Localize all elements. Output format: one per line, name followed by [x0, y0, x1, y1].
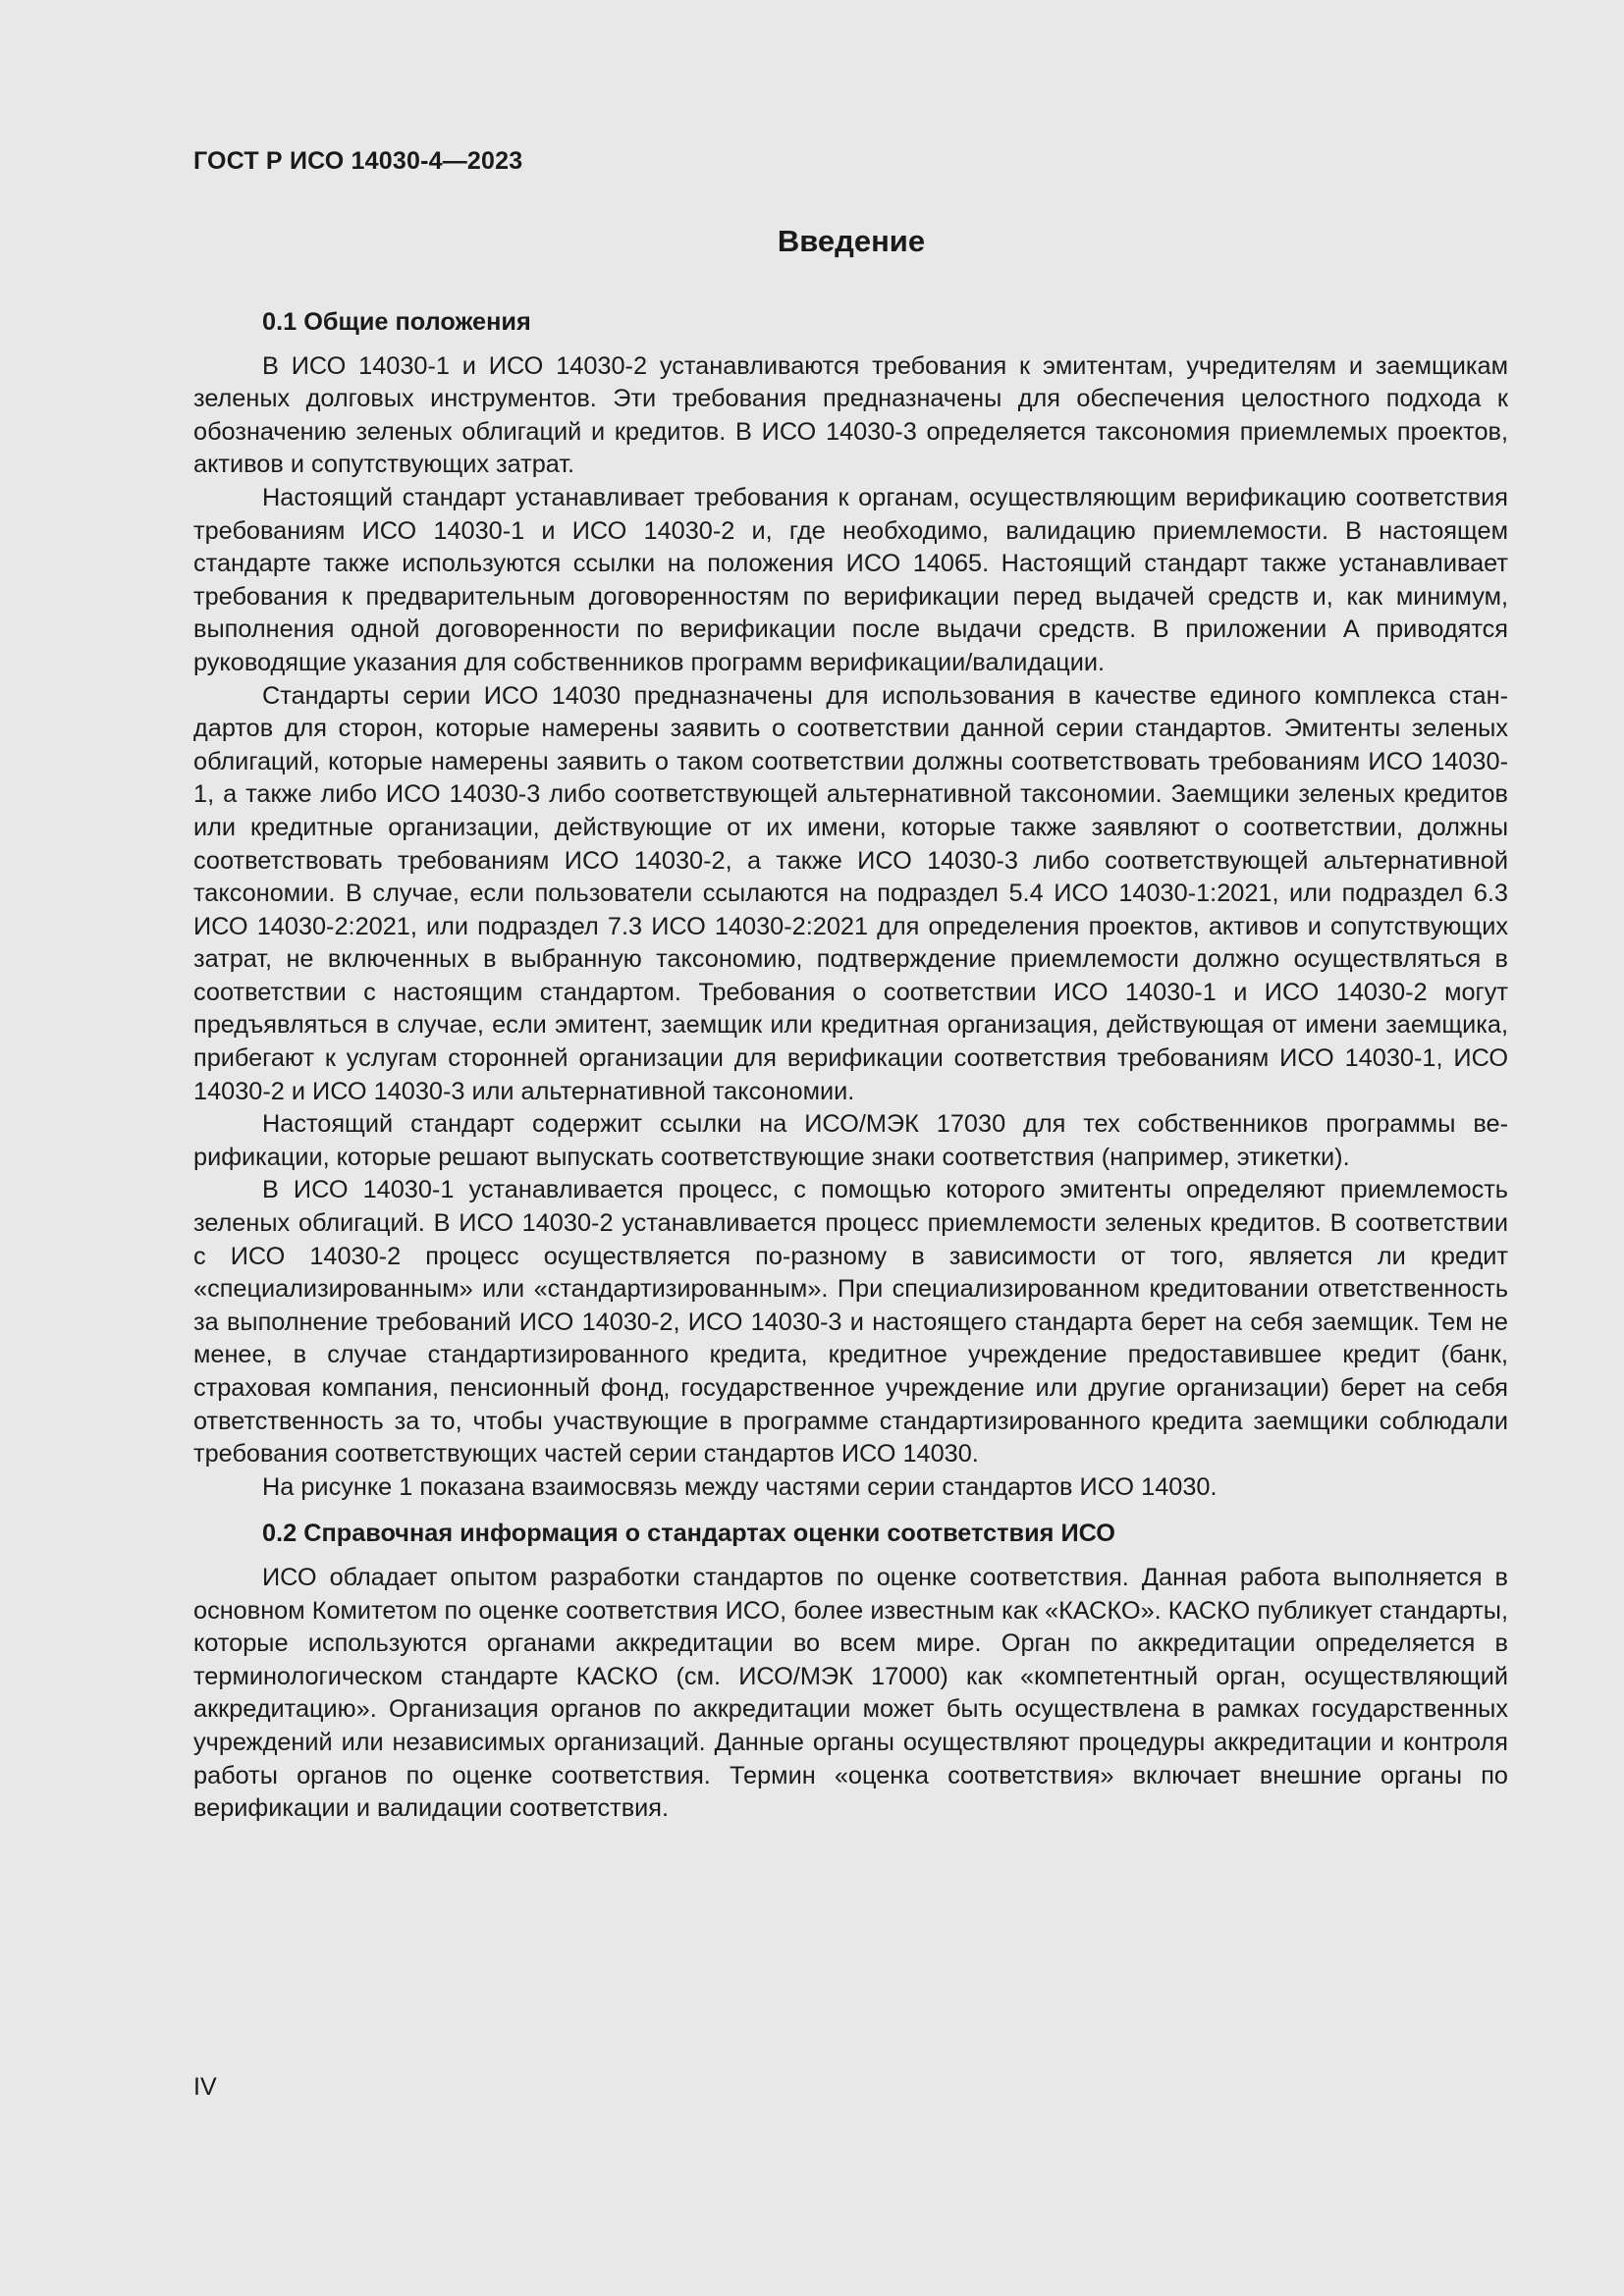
paragraph: На рисунке 1 показана взаимосвязь между частями серии стандартов ИСО 14030.	[262, 1472, 1218, 1501]
document-code: ГОСТ Р ИСО 14030-4—2023	[193, 147, 523, 175]
paragraph: ИСО обладает опытом разработки стандартов по оценке соответствия. Данная работа выполняется в основном Комитетом по оценке соответствия ИСО, более известным как «КАСКО». КАСКО публикует стандарты, которые используются органами аккредитации во всем мире. Орган по аккредитации определяется в терминологическом стандарте КАСКО (см. ИСО/МЭК 17000) как «компетентный орган, осуществляющий аккредитацию». Организация органов по аккредитации может быть осуществлена в рамках государственных учреждений или независимых организаций. Данные органы осуществляют процедуры аккредитации и контроля работы органов по оценке соответствия. Термин «оценка соответствия» включает внешние органы по верификации и валидации соответствия.	[193, 1563, 1508, 1823]
paragraph: Настоящий стандарт содержит ссылки на ИСО/МЭК 17030 для тех собственников программы верификации, которые решают выпускать соответствующие знаки соответствия (например, этикетки).	[193, 1110, 1508, 1171]
section-heading-general: 0.1 Общие положения	[262, 308, 531, 336]
page-number: IV	[193, 2073, 217, 2101]
paragraph: Стандарты серии ИСО 14030 предназначены для использования в качестве единого комплекса стандартов для сторон, которые намерены заявить о соответствии данной серии стандартов. Эмитенты зеленых облигаций, которые намерены заявить о таком соответствии должны соответствовать требованиям ИСО 14030-1, а также либо ИСО 14030-3 либо соответствующей альтернативной таксономии. Заемщики зеленых кредитов или кредитные организации, действующие от их имени, которые также заявляют о соответствии, должны соответствовать требованиям ИСО 14030-2, а также ИСО 14030-3 либо соответствующей альтернативной таксономии. В случае, если пользователи ссылаются на подраздел 5.4 ИСО 14030-1:2021, или подраздел 6.3 ИСО 14030-2:2021, или подраздел 7.3 ИСО 14030-2:2021 для определения проектов, активов и сопутствующих затрат, не включенных в выбранную таксономию, подтверждение приемлемости должно осуществляться в соответствии с настоящим стандартом. Требования о соответствии ИСО 14030-1 и ИСО 14030-2 могут предъявляться в случае, если эмитент, заемщик или кредитная организация, действующая от имени заемщика, прибегают к услугам сторонней организации для верификации соответствия требованиям ИСО 14030-1, ИСО 14030-2 и ИСО 14030-3 или альтернативной таксономии.	[193, 681, 1508, 1105]
paragraph: Настоящий стандарт устанавливает требования к органам, осуществляющим верификацию соответствия требованиям ИСО 14030-1 и ИСО 14030-2 и, где необходимо, валидацию приемлемости. В настоящем стандарте также используются ссылки на положения ИСО 14065. Настоящий стандарт также устанавливает требования к предварительным договоренностям по верификации перед выдачей средств и, как минимум, выполнения одной договоренности по верификации после выдачи средств. В приложении А приводятся руководящие указания для собственников программ верификации/валидации.	[193, 483, 1508, 676]
section-heading-background: 0.2 Справочная информация о стандартах оценки соответствия ИСО	[262, 1520, 1115, 1548]
document-body	[193, 306, 1508, 1826]
paragraph: В ИСО 14030-1 устанавливается процесс, с помощью которого эмитенты определяют приемлемость зеленых облигаций. В ИСО 14030-2 устанавливается процесс приемлемости зеленых кредитов. В соответствии с ИСО 14030-2 процесс осуществляется по-разному в зависимости от того, является ли кредит «специализированным» или «стандартизированным». При специализированном кредитовании ответственность за выполнение требований ИСО 14030-2, ИСО 14030-3 и настоящего стандарта берет на себя заемщик. Тем не менее, в случае стандартизированного кредита, кредитное учреждение предоставившее кредит (банк, страховая компания, пенсионный фонд, государственное учреждение или другие организации) берет на себя ответственность за то, чтобы участвующие в программе стандартизированного кредита заемщики соблюдали требования соответствующих частей серии стандартов ИСО 14030.	[193, 1176, 1508, 1468]
paragraph: В ИСО 14030-1 и ИСО 14030-2 устанавливаются требования к эмитентам, учредителям и заемщикам зеленых долговых инструментов. Эти требования предназначены для обеспечения целостного подхода к обозначению зеленых облигаций и кредитов. В ИСО 14030-3 определяется таксономия приемлемых проектов, активов и сопутствующих затрат.	[193, 351, 1508, 479]
introduction-title: Введение	[777, 224, 926, 258]
